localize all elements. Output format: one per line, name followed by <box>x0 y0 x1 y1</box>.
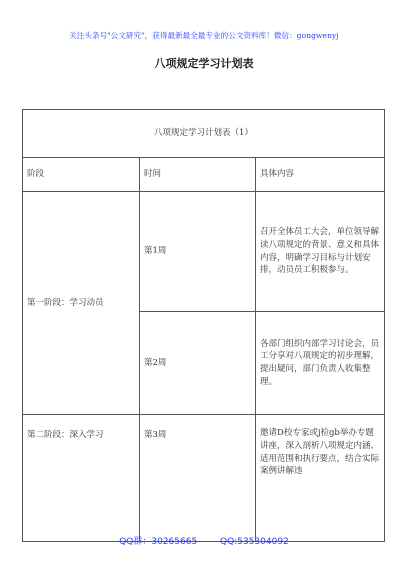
qq-group: QQ群：30265665 <box>119 537 198 547</box>
stage-cell: 第二阶段：深入学习 <box>23 415 140 542</box>
header-time: 时间 <box>140 158 256 192</box>
content-text: 各部门组织内部学习讨论会，员工分享对八项规定的初步理解，提出疑问，部门负责人收集整理。 <box>260 338 380 387</box>
week-cell: 第2周 <box>140 312 256 415</box>
qq-number: QQ:535304092 <box>220 537 289 547</box>
header-stage: 阶段 <box>23 158 140 192</box>
table-caption: 八项规定学习计划表（1） <box>23 110 385 158</box>
content-text: 邀请D校专家或j检gb举办专题讲座，深入剖析八项规定内涵、适用范围和执行要点，结合实际案例讲解违 <box>260 428 380 477</box>
table-row <box>23 415 385 542</box>
week-cell: 第3周 <box>140 415 256 542</box>
footer-contact <box>0 534 408 547</box>
week-cell: 第1周 <box>140 192 256 312</box>
plan-table <box>22 109 385 542</box>
document-title: 八项规定学习计划表 <box>154 57 254 70</box>
content-text: 召开全体员工大会，单位领导解读八项规定的背景、意义和具体内容，明确学习目标与计划安排，动员员工积极参与。 <box>260 227 380 276</box>
content-cell <box>256 312 385 415</box>
content-cell <box>256 192 385 312</box>
table-header-row <box>23 158 385 192</box>
content-cell <box>256 415 385 542</box>
table-row <box>23 192 385 312</box>
header-content: 具体内容 <box>256 158 385 192</box>
stage-cell: 第一阶段：学习动员 <box>23 192 140 415</box>
header-note: 关注头条号"公文研究"，获得最新最全最专业的公文资料库！微信：gongwenyj <box>69 31 339 40</box>
